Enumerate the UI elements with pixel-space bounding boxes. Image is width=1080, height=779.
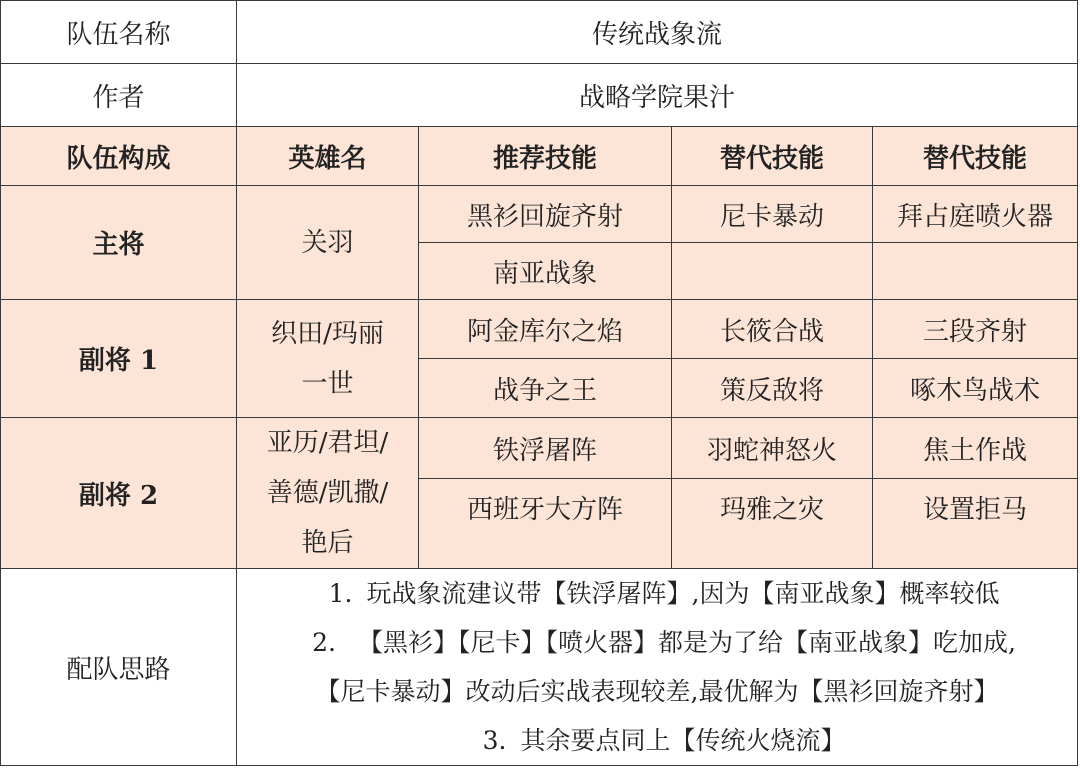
- header-recommended-skill: 推荐技能: [419, 127, 672, 186]
- author-row: [1, 64, 1078, 127]
- note-line: [237, 618, 1077, 667]
- note-number: 2.: [312, 628, 336, 657]
- hero-cell: [237, 300, 419, 418]
- note-number: 1.: [328, 579, 353, 608]
- team-name-label: 队伍名称: [1, 1, 237, 64]
- author-value: 战略学院果汁: [237, 64, 1078, 127]
- note-text: 【黑衫】【尼卡】【喷火器】都是为了给【南亚战象】吃加成,: [350, 628, 1016, 657]
- hero-line: 亚历/君坦/: [266, 428, 389, 458]
- skill-cell: 拜占庭喷火器: [873, 186, 1078, 243]
- role-cell: 主将: [1, 186, 237, 300]
- role-cell: 副将 2: [1, 418, 237, 569]
- skill-cell: 焦土作战: [873, 418, 1078, 479]
- skill-cell: 长筱合战: [672, 300, 873, 359]
- hero-cell: 关羽: [237, 186, 419, 300]
- note-number: 3.: [482, 726, 507, 755]
- header-row: [1, 127, 1078, 186]
- note-line: [237, 569, 1077, 618]
- hero-line: 艳后: [301, 528, 354, 558]
- team-name-row: [1, 1, 1078, 64]
- skill-cell: 三段齐射: [873, 300, 1078, 359]
- skill-cell: 羽蛇神怒火: [672, 418, 873, 479]
- skill-cell: [672, 243, 873, 300]
- skill-cell: 黑衫回旋齐射: [419, 186, 672, 243]
- hero-line: 善德/凯撒/: [266, 478, 389, 508]
- skill-cell: 玛雅之灾: [672, 479, 873, 569]
- author-label: 作者: [1, 64, 237, 127]
- skill-cell: 铁浮屠阵: [419, 418, 672, 479]
- hero-line: 织田/玛丽: [271, 318, 384, 349]
- skill-cell: 西班牙大方阵: [419, 479, 672, 569]
- note-line: [237, 716, 1077, 765]
- header-alt-skill-1: 替代技能: [672, 127, 873, 186]
- header-composition: 队伍构成: [1, 127, 237, 186]
- skill-cell: 设置拒马: [873, 479, 1078, 569]
- header-alt-skill-2: 替代技能: [873, 127, 1078, 186]
- table-row: [1, 300, 1078, 359]
- header-hero: 英雄名: [237, 127, 419, 186]
- strategy-label: 配队思路: [1, 569, 237, 766]
- hero-line: 一世: [301, 368, 354, 399]
- strategy-notes: [237, 569, 1078, 766]
- team-name-value: 传统战象流: [237, 1, 1078, 64]
- role-cell: 副将 1: [1, 300, 237, 418]
- strategy-row: [1, 569, 1078, 766]
- skill-cell: [873, 243, 1078, 300]
- note-text: 【尼卡暴动】改动后实战表现较差,最优解为【黑衫回旋齐射】: [315, 677, 999, 706]
- hero-cell: [237, 418, 419, 569]
- skill-cell: 尼卡暴动: [672, 186, 873, 243]
- note-text: 其余要点同上【传统火烧流】: [520, 726, 846, 755]
- table-row: [1, 418, 1078, 479]
- note-line: [237, 667, 1077, 716]
- skill-cell: 策反敌将: [672, 359, 873, 418]
- skill-cell: 阿金库尔之焰: [419, 300, 672, 359]
- table-row: [1, 186, 1078, 243]
- note-text: 玩战象流建议带【铁浮屠阵】,因为【南亚战象】概率较低: [366, 579, 1000, 608]
- skill-cell: 啄木鸟战术: [873, 359, 1078, 418]
- skill-cell: 南亚战象: [419, 243, 672, 300]
- skill-cell: 战争之王: [419, 359, 672, 418]
